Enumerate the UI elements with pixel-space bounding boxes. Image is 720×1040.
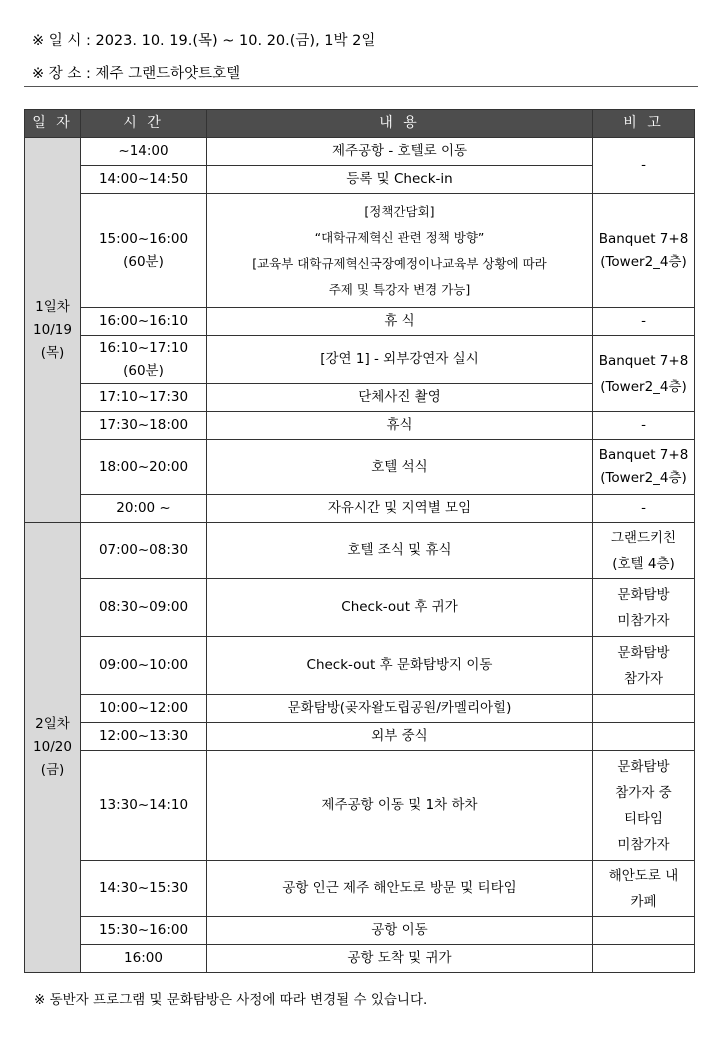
content-cell: Check-out 후 문화탐방지 이동 — [207, 637, 593, 695]
note-cell — [593, 945, 695, 973]
content-cell: 단체사진 촬영 — [207, 384, 593, 412]
table-row — [25, 917, 695, 945]
content-cell: 외부 중식 — [207, 723, 593, 751]
table-row — [25, 723, 695, 751]
content-cell: [강연 1] - 외부강연자 실시 — [207, 336, 593, 384]
time-cell: 17:30~18:00 — [81, 412, 207, 440]
header-day: 일 자 — [25, 110, 81, 138]
table-row — [25, 861, 695, 917]
content-cell: 제주공항 이동 및 1차 하차 — [207, 751, 593, 861]
note-cell — [593, 723, 695, 751]
content-cell: Check-out 후 귀가 — [207, 579, 593, 637]
content-cell: 휴식 — [207, 412, 593, 440]
table-row — [25, 308, 695, 336]
time-cell: 14:30~15:30 — [81, 861, 207, 917]
note-cell: - — [593, 412, 695, 440]
note-cell: Banquet 7+8 (Tower2_4층) — [593, 336, 695, 412]
content-cell: [정책간담회] “대학규제혁신 관련 정책 방향” [교육부 대학규제혁신국장예정이나교육부 상황에 따라 주제 및 특강자 변경 가능] — [207, 194, 593, 308]
day1-label: 1일차 — [35, 298, 70, 315]
note-cell: 문화탐방 참가자 중 티타임 미참가자 — [593, 751, 695, 861]
day2-cell — [25, 523, 81, 973]
content-cell: 휴 식 — [207, 308, 593, 336]
note-cell: Banquet 7+8 (Tower2_4층) — [593, 440, 695, 495]
table-row — [25, 138, 695, 166]
table-row — [25, 495, 695, 523]
table-row — [25, 751, 695, 861]
time-cell: 08:30~09:00 — [81, 579, 207, 637]
time-cell: 12:00~13:30 — [81, 723, 207, 751]
time-cell: ~14:00 — [81, 138, 207, 166]
table-row — [25, 194, 695, 308]
note-cell: 문화탐방 미참가자 — [593, 579, 695, 637]
table-row — [25, 523, 695, 579]
table-row — [25, 945, 695, 973]
content-cell: 호텔 석식 — [207, 440, 593, 495]
content-cell: 문화탐방(곶자왈도립공원/카멜리아힐) — [207, 695, 593, 723]
day1-date: 10/19 — [33, 321, 72, 338]
content-cell: 공항 이동 — [207, 917, 593, 945]
time-cell: 16:10~17:10 (60분) — [81, 336, 207, 384]
day1-weekday: (목) — [40, 344, 65, 361]
schedule-table — [24, 109, 695, 973]
footer-note: ※ 동반자 프로그램 및 문화탐방은 사정에 따라 변경될 수 있습니다. — [34, 992, 428, 1008]
time-cell: 17:10~17:30 — [81, 384, 207, 412]
table-row — [25, 440, 695, 495]
time-cell: 09:00~10:00 — [81, 637, 207, 695]
header-content: 내 용 — [207, 110, 593, 138]
time-cell: 18:00~20:00 — [81, 440, 207, 495]
content-cell: 공항 인근 제주 해안도로 방문 및 티타임 — [207, 861, 593, 917]
time-cell: 15:00~16:00 (60분) — [81, 194, 207, 308]
day2-label: 2일차 — [35, 716, 70, 732]
note-cell: 문화탐방 참가자 — [593, 637, 695, 695]
note-cell: - — [593, 138, 695, 194]
table-row — [25, 336, 695, 384]
content-cell: 제주공항 - 호텔로 이동 — [207, 138, 593, 166]
note-cell: 해안도로 내 카페 — [593, 861, 695, 917]
table-row — [25, 695, 695, 723]
table-row — [25, 412, 695, 440]
day2-date: 10/20 — [33, 739, 72, 755]
note-cell: - — [593, 495, 695, 523]
time-cell: 16:00~16:10 — [81, 308, 207, 336]
day1-cell — [25, 138, 81, 523]
table-row — [25, 579, 695, 637]
time-cell: 07:00~08:30 — [81, 523, 207, 579]
schedule-date-line: ※ 일 시 : 2023. 10. 19.(목) ~ 10. 20.(금), 1박 2일 — [32, 33, 376, 49]
venue-line: ※ 장 소 : 제주 그랜드하얏트호텔 — [32, 66, 241, 82]
header-time: 시 간 — [81, 110, 207, 138]
time-cell: 14:00~14:50 — [81, 166, 207, 194]
time-cell: 10:00~12:00 — [81, 695, 207, 723]
time-cell: 15:30~16:00 — [81, 917, 207, 945]
time-cell: 16:00 — [81, 945, 207, 973]
note-cell: 그랜드키친 (호텔 4층) — [593, 523, 695, 579]
time-cell: 20:00 ~ — [81, 495, 207, 523]
header-divider — [24, 86, 698, 87]
time-cell: 13:30~14:10 — [81, 751, 207, 861]
header-note: 비 고 — [593, 110, 695, 138]
note-cell — [593, 917, 695, 945]
table-row — [25, 637, 695, 695]
content-cell: 자유시간 및 지역별 모임 — [207, 495, 593, 523]
note-cell: - — [593, 308, 695, 336]
table-header-row — [25, 110, 695, 138]
note-cell: Banquet 7+8 (Tower2_4층) — [593, 194, 695, 308]
content-cell: 공항 도착 및 귀가 — [207, 945, 593, 973]
day2-weekday: (금) — [40, 762, 65, 778]
note-cell — [593, 695, 695, 723]
content-cell: 호텔 조식 및 휴식 — [207, 523, 593, 579]
content-cell: 등록 및 Check-in — [207, 166, 593, 194]
